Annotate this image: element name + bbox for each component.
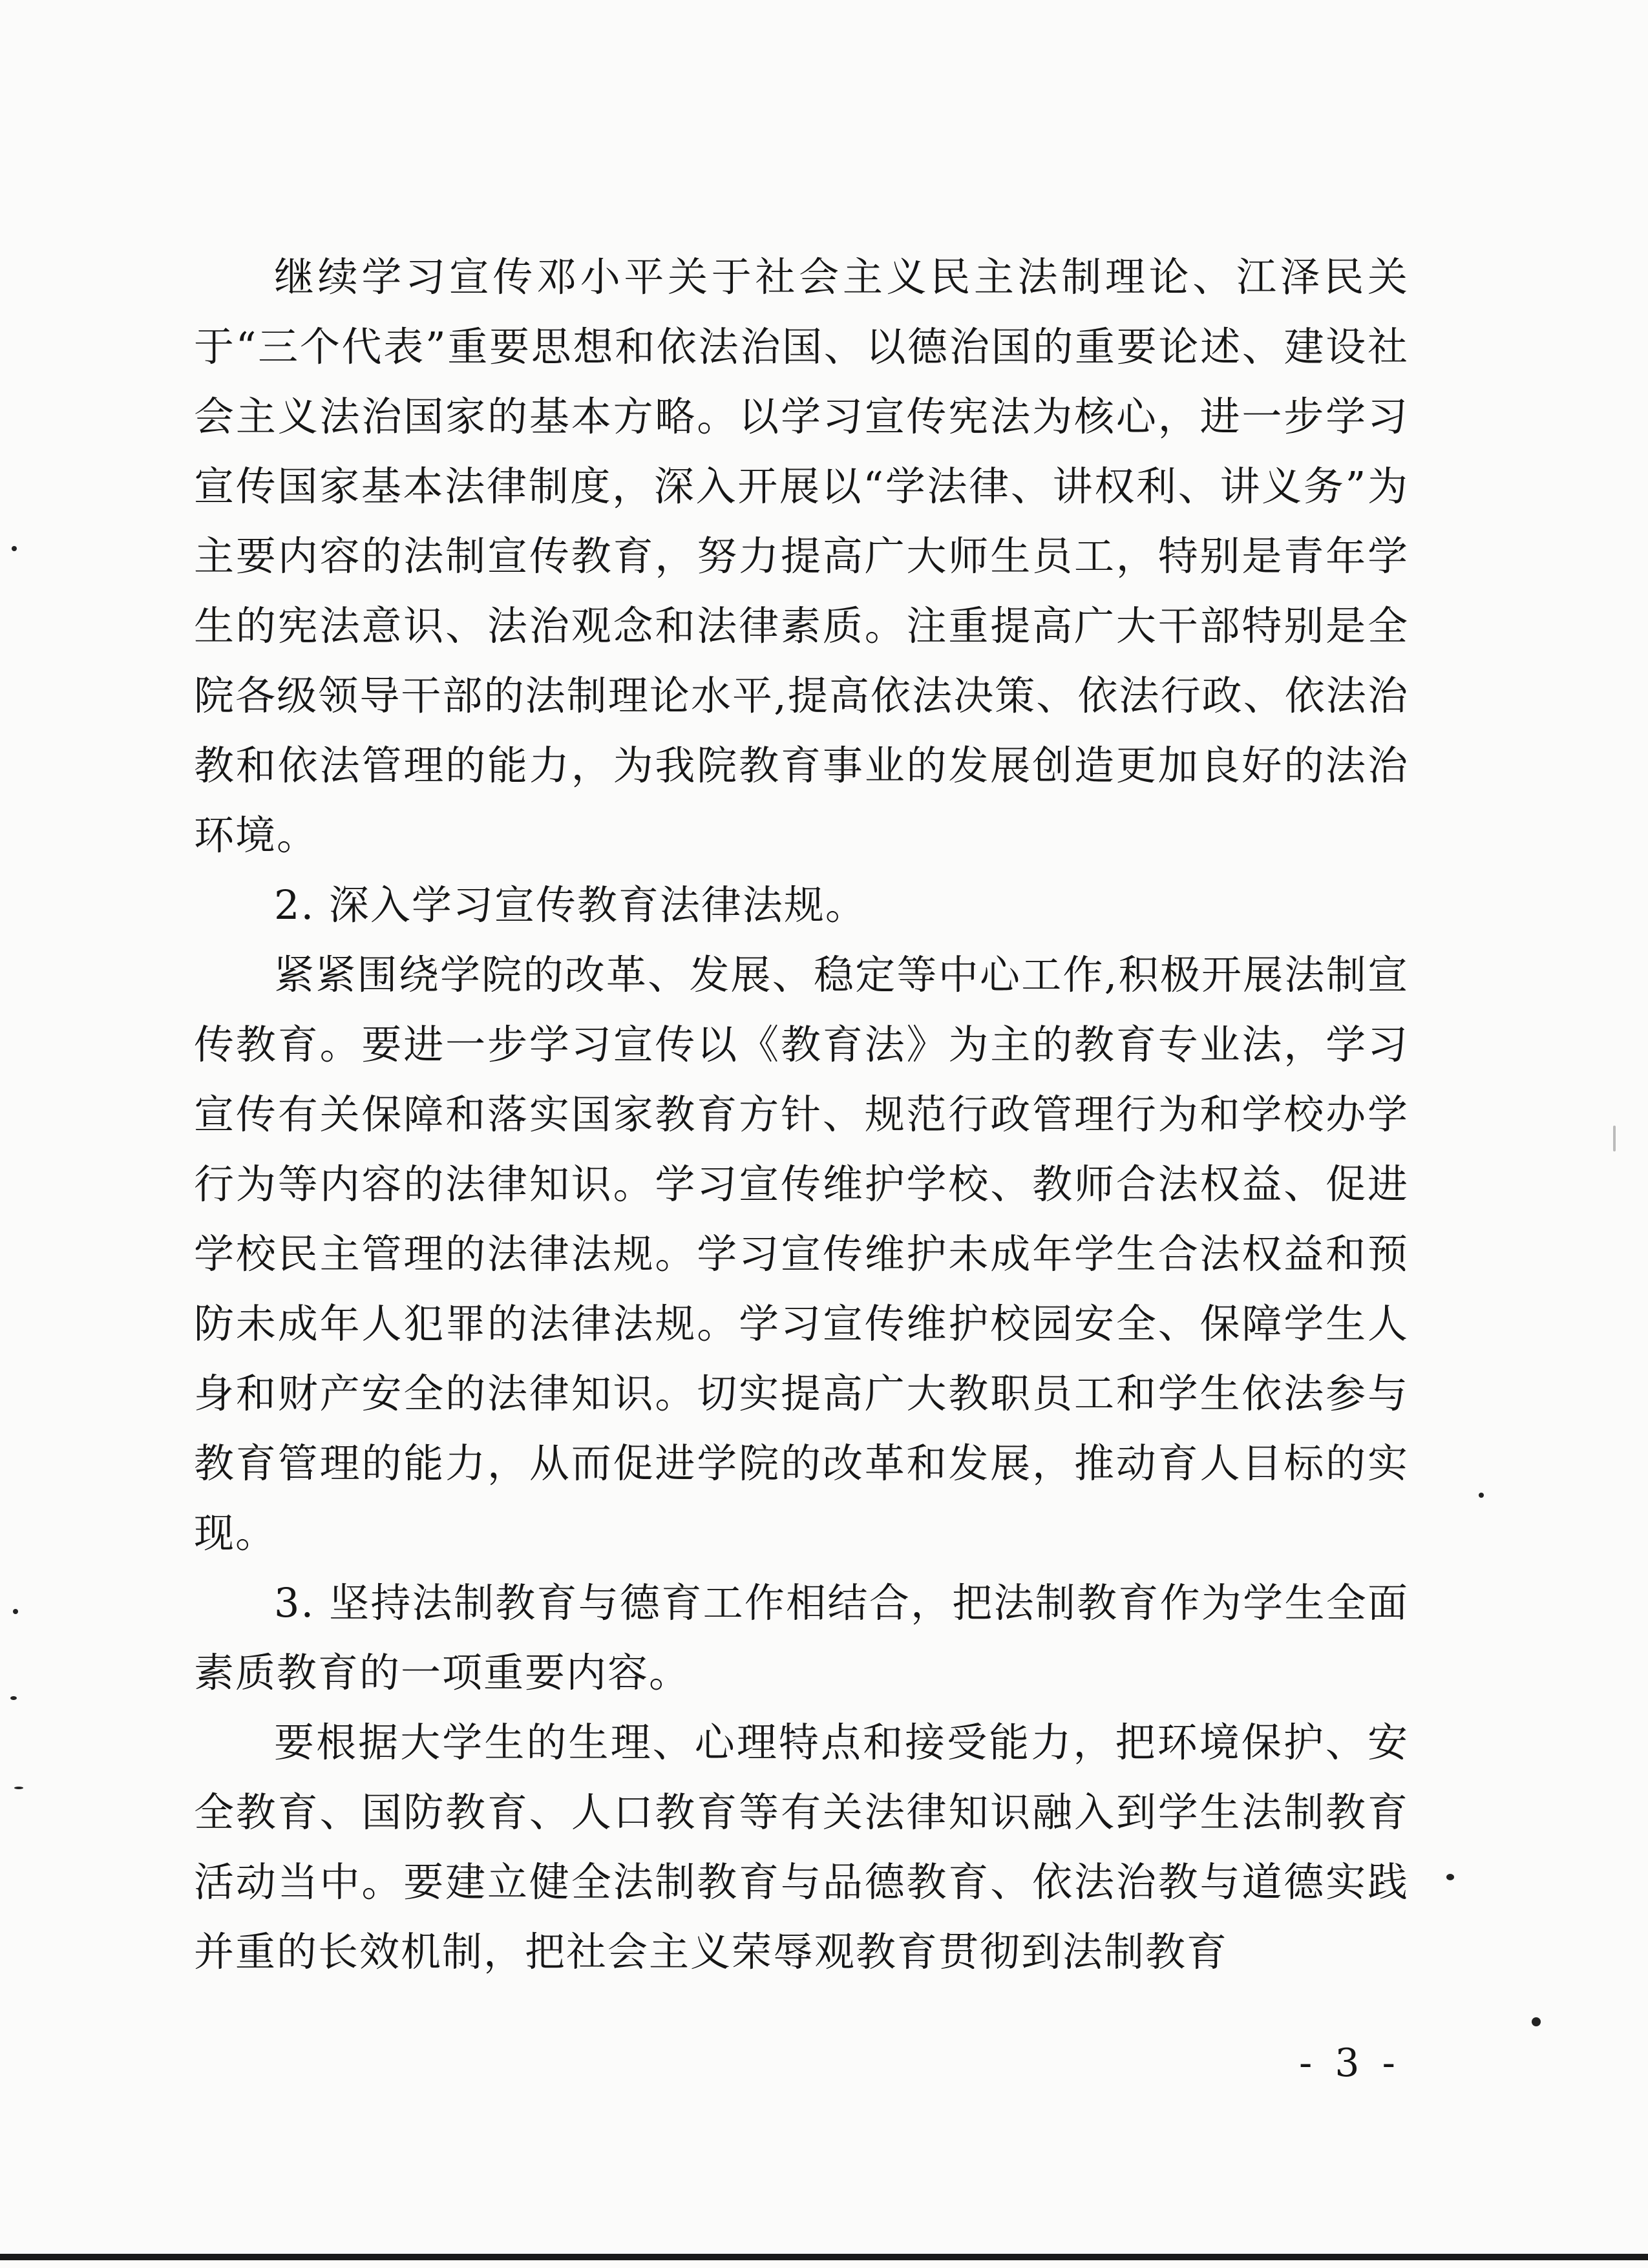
- page-number: - 3 -: [1299, 2041, 1400, 2086]
- scan-speck: [1446, 1874, 1454, 1880]
- scan-speck: [1532, 2017, 1541, 2026]
- section-heading-3: 3. 坚持法制教育与德育工作相结合，把法制教育作为学生全面素质教育的一项重要内容。: [194, 1579, 1409, 1696]
- scan-speck: [12, 546, 17, 551]
- scan-speck: [13, 1609, 18, 1614]
- scan-speck: [1613, 1126, 1616, 1151]
- scan-speck: [10, 1696, 17, 1700]
- section-heading-2: 2. 深入学习宣传教育法律法规。: [274, 881, 867, 929]
- document-body: [194, 242, 1409, 1987]
- paragraph-moral-education: 要根据大学生的生理、心理特点和接受能力，把环境保护、安全教育、国防教育、人口教育等有关法律知识融入到学生法制教育活动当中。要建立健全法制教育与品德教育、依法治教与道德实践并重的长效机制，把社会主义荣辱观教育贯彻到法制教育: [194, 1719, 1409, 1975]
- paragraph-legal-theory: 继续学习宣传邓小平关于社会主义民主法制理论、江泽民关于“三个代表”重要思想和依法治国、以德治国的重要论述、建设社会主义法治国家的基本方略。以学习宣传宪法为核心，进一步学习宣传国家基本法律制度，深入开展以“学法律、讲权利、讲义务”为主要内容的法制宣传教育，努力提高广大师生员工，特别是青年学生的宪法意识、法治观念和法律素质。注重提高广大干部特别是全院各级领导干部的法制理论水平,提高依法决策、依法行政、依法治教和依法管理的能力，为我院教育事业的发展创造更加良好的法治环境。: [194, 253, 1409, 859]
- scan-speck: [14, 1787, 23, 1789]
- scan-bottom-edge: [0, 2254, 1648, 2260]
- scan-speck: [1479, 1493, 1484, 1498]
- paragraph-education-law: 紧紧围绕学院的改革、发展、稳定等中心工作,积极开展法制宣传教育。要进一步学习宣传以《教育法》为主的教育专业法，学习宣传有关保障和落实国家教育方针、规范行政管理行为和学校办学行为等内容的法律知识。学习宣传维护学校、教师合法权益、促进学校民主管理的法律法规。学习宣传维护未成年学生合法权益和预防未成年人犯罪的法律法规。学习宣传维护校园安全、保障学生人身和财产安全的法律知识。切实提高广大教职员工和学生依法参与教育管理的能力，从而促进学院的改革和发展，推动育人目标的实现。: [194, 951, 1409, 1557]
